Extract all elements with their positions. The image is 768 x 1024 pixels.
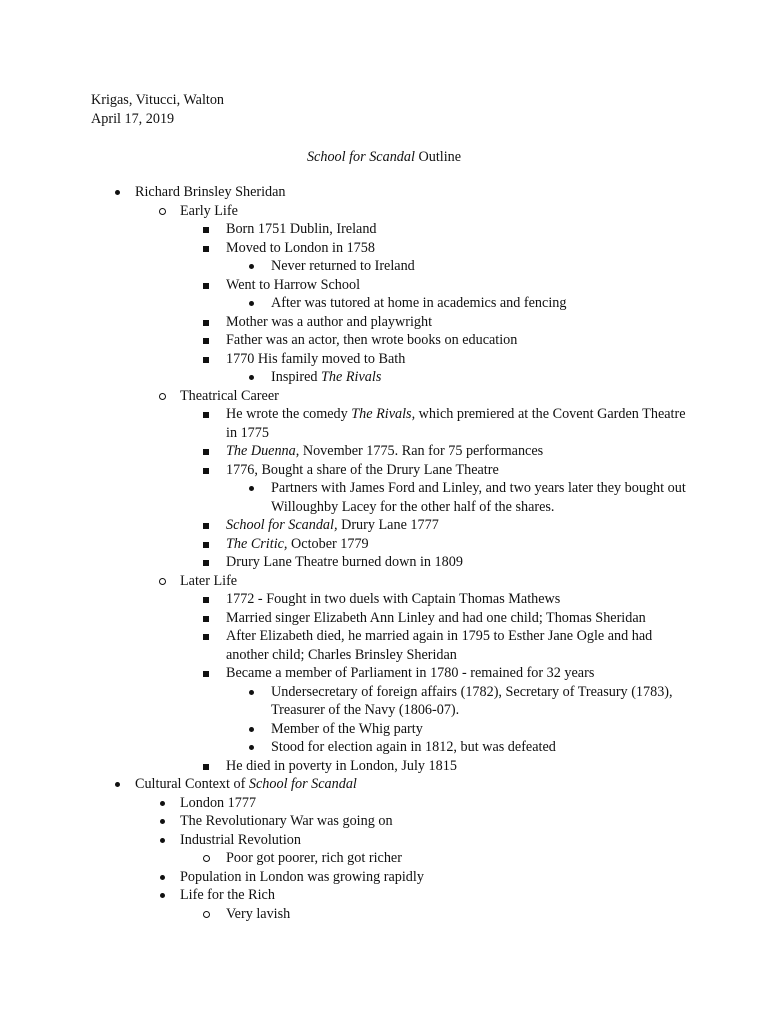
italic-text: The Critic,: [226, 535, 288, 552]
outline-item: [0, 424, 768, 443]
outline-item-text: [226, 664, 594, 683]
outline-item: [0, 239, 768, 258]
text-run: Life for the Rich: [180, 887, 275, 903]
outline-list: [0, 183, 768, 923]
text-run: He wrote the comedy: [226, 406, 352, 422]
text-run: London 1777: [180, 794, 257, 811]
text-run: which premiered at the Covent Garden Theatre: [415, 406, 686, 422]
outline-item-text: [271, 498, 554, 517]
italic-text: The Rivals: [321, 369, 382, 385]
text-run: in 1775: [226, 424, 269, 441]
date-line: April 17, 2019: [91, 110, 175, 127]
outline-item-text: [226, 220, 377, 239]
text-run: Born 1751 Dublin, Ireland: [226, 221, 377, 237]
outline-item: [0, 572, 768, 591]
text-run: Drury Lane 1777: [337, 517, 439, 533]
outline-item-text: [271, 720, 423, 739]
text-run: Became a member of Parliament in 1780 - remained for 32 years: [226, 665, 595, 681]
outline-item-text: [135, 183, 286, 202]
outline-item-text: [271, 701, 459, 720]
outline-item-text: [226, 609, 646, 628]
outline-item: [0, 868, 768, 887]
text-run: Treasurer of the Navy (1806-07).: [271, 702, 460, 718]
outline-item: [0, 627, 768, 646]
outline-item: [0, 683, 768, 702]
text-run: 1772 - Fought in two duels with Captain Thomas Mathews: [226, 591, 561, 607]
outline-item: [0, 535, 768, 554]
outline-item-text: [271, 294, 566, 313]
outline-item: [0, 849, 768, 868]
outline-item-text: [226, 646, 457, 665]
text-run: After was tutored at home in academics and fencing: [271, 295, 567, 311]
outline-item-text: [226, 590, 560, 609]
outline-item-text: [226, 424, 269, 443]
outline-item: [0, 886, 768, 905]
outline-item-text: [180, 572, 237, 591]
outline-item: [0, 257, 768, 276]
outline-item-text: [180, 794, 256, 813]
outline-item: [0, 498, 768, 517]
outline-item: [0, 350, 768, 369]
outline-item: [0, 368, 768, 387]
outline-item-text: [226, 553, 463, 572]
outline-item-text: [180, 812, 393, 831]
text-run: Undersecretary of foreign affairs (1782), Secretary of Treasury (1783),: [271, 683, 673, 700]
text-run: , November 1775. Ran for 75 performances: [295, 443, 544, 459]
text-run: 1776, Bought a share of the Drury Lane Theatre: [226, 461, 499, 478]
outline-item-text: [226, 516, 439, 535]
outline-item-text: [180, 868, 424, 887]
outline-item: [0, 794, 768, 813]
document-header: [91, 91, 224, 128]
italic-text: The Rivals,: [351, 406, 416, 422]
outline-item: [0, 553, 768, 572]
outline-item-text: [180, 202, 238, 221]
text-run: Went to Harrow School: [226, 276, 361, 293]
outline-item: [0, 461, 768, 480]
outline-item: [0, 387, 768, 406]
text-run: He died in poverty in London, July 1815: [226, 757, 457, 774]
outline-item-text: [271, 683, 673, 702]
outline-item-text: [271, 479, 686, 498]
outline-item: [0, 720, 768, 739]
outline-item-text: [135, 775, 357, 794]
outline-item: [0, 646, 768, 665]
outline-item-text: [226, 331, 517, 350]
title-rest: Outline: [414, 149, 462, 165]
text-run: Early Life: [180, 202, 238, 219]
text-run: 1770 His family moved to Bath: [226, 350, 406, 367]
text-run: Very lavish: [226, 905, 291, 922]
text-run: Drury Lane Theatre burned down in 1809: [226, 554, 463, 570]
outline-item-text: [226, 350, 405, 369]
outline-item: [0, 294, 768, 313]
outline-item-text: [226, 313, 432, 332]
text-run: October 1779: [287, 535, 369, 552]
title-italic: School for Scandal: [306, 149, 415, 165]
text-run: The Revolutionary War was going on: [180, 813, 393, 829]
outline-item-text: [271, 368, 381, 387]
outline-item-text: [226, 757, 457, 776]
text-run: Poor got poorer, rich got richer: [226, 850, 402, 866]
outline-item-text: [180, 831, 301, 850]
outline-item-text: [226, 535, 369, 554]
outline-item-text: [226, 461, 499, 480]
outline-item: [0, 590, 768, 609]
outline-item: [0, 202, 768, 221]
text-run: Father was an actor, then wrote books on education: [226, 332, 518, 348]
text-run: Population in London was growing rapidly: [180, 868, 424, 885]
text-run: another child; Charles Brinsley Sheridan: [226, 646, 457, 663]
document-title: [0, 148, 768, 167]
italic-text: School for Scandal,: [226, 517, 338, 533]
text-run: Partners with James Ford and Linley, and two years later they bought out: [271, 480, 686, 496]
outline-item-text: [226, 405, 686, 424]
text-run: Cultural Context of: [135, 776, 249, 792]
outline-item: [0, 905, 768, 924]
outline-item: [0, 831, 768, 850]
outline-item: [0, 775, 768, 794]
outline-item: [0, 812, 768, 831]
outline-item: [0, 220, 768, 239]
outline-item: [0, 516, 768, 535]
text-run: Moved to London in 1758: [226, 239, 375, 256]
text-run: Member of the Whig party: [271, 720, 423, 737]
text-run: Mother was a author and playwright: [226, 313, 433, 330]
outline-item: [0, 664, 768, 683]
outline-item-text: [226, 905, 290, 924]
text-run: Richard Brinsley Sheridan: [135, 184, 286, 200]
outline-item-text: [226, 849, 402, 868]
text-run: Inspired: [271, 369, 322, 385]
text-run: Married singer Elizabeth Ann Linley and had one child; Thomas Sheridan: [226, 609, 646, 626]
text-run: After Elizabeth died, he married again in 1795 to Esther Jane Ogle and had: [226, 628, 653, 644]
outline-item: [0, 701, 768, 720]
outline-item: [0, 331, 768, 350]
text-run: Never returned to Ireland: [271, 258, 415, 274]
text-run: Later Life: [180, 572, 238, 589]
italic-text: School for Scandal: [248, 776, 357, 792]
outline-item: [0, 479, 768, 498]
outline-item-text: [226, 442, 543, 461]
outline-item: [0, 405, 768, 424]
authors-line: Krigas, Vitucci, Walton: [91, 92, 225, 108]
text-run: Theatrical Career: [180, 387, 279, 404]
outline-item-text: [226, 627, 652, 646]
outline-item-text: [180, 886, 275, 905]
outline-item: [0, 276, 768, 295]
outline-item: [0, 738, 768, 757]
outline-item-text: [180, 387, 279, 406]
text-run: Industrial Revolution: [180, 831, 301, 848]
outline-item: [0, 609, 768, 628]
outline-item: [0, 442, 768, 461]
outline-item-text: [271, 738, 556, 757]
outline-item: [0, 183, 768, 202]
outline-item-text: [271, 257, 415, 276]
italic-text: The Duenna: [226, 443, 296, 459]
outline-item: [0, 757, 768, 776]
outline-item: [0, 313, 768, 332]
outline-item-text: [226, 276, 360, 295]
text-run: Willoughby Lacey for the other half of the shares.: [271, 498, 555, 515]
text-run: Stood for election again in 1812, but was defeated: [271, 739, 556, 755]
outline-item-text: [226, 239, 375, 258]
